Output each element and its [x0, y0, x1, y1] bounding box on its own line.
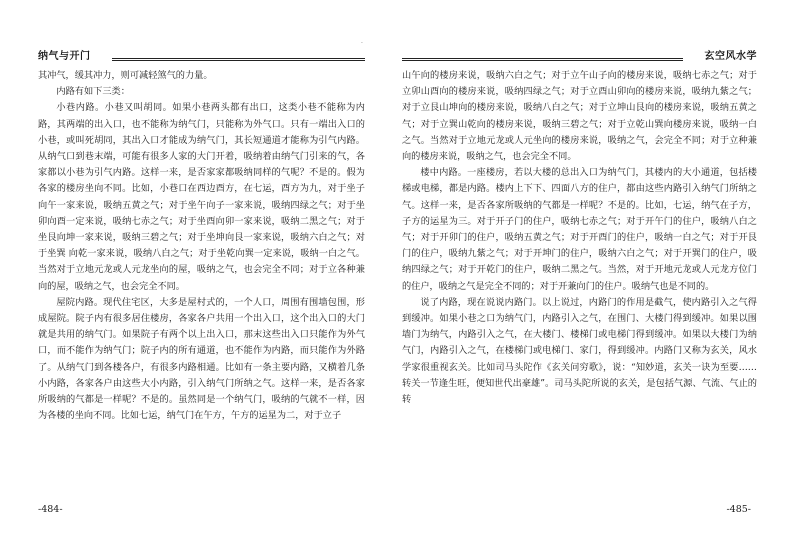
paragraph: 说了内路，现在说说内路门。以上说过，内路门的作用是截气，使内路引入之气得到缓冲。如果小巷之口为纳气门，内路引入之气，在围门、大楼门得到缓冲。如果以围墙门为纳气，内路引入之气，在大楼门、楼梯门或电梯门得到缓冲。如果以大楼门为纳气门，内路引入之气，在楼梯门或电梯门、家门，得到缓冲。内路门又称为玄关，风水学家很重视玄关。比如司马头陀作《玄关问穷歌》，说：“知妙道，玄关一诀为至要……转关一节逢生旺，便知世代出豪雄”。司马头陀所说的玄关，是包括气源、气流、气止的转	[402, 296, 757, 406]
left-page-header	[30, 47, 365, 63]
paragraph: 内路有如下三类：	[56, 86, 130, 98]
right-page-number: -485-	[726, 504, 751, 515]
right-body-text	[402, 68, 757, 408]
left-page	[30, 0, 365, 560]
left-page-number: -484-	[38, 504, 63, 515]
paragraph: 其冲气，缓其冲力，则可减轻煞气的力量。	[38, 70, 213, 81]
scan-speck: ·	[361, 40, 363, 47]
right-header-title: 玄空风水学	[704, 51, 757, 62]
right-page-header	[402, 47, 757, 63]
left-body-text	[38, 68, 365, 424]
paragraph: 屋院内路。现代住宅区，大多是屋村式的，一个人口，周围有围墙包围，形成屋院。院子内有很多居住楼房，各家各户共用一个出入口，这个出入口的大门就是共用的纳气门。如果院子有两个以上出入口，那末这些出入口只能作为外气口，而不能作为纳气门；院子内的所有通道，也不能作为内路，而只能作为外路了。从纳气门到各楼各户，有很多内路相通。比如有一条主要内路，又横着几条小内路，各家各户由这些大小内路，引入纳气门所纳之气。这样一来，是否各家所吸纳的气都是一样呢？不是的。虽然同是一个纳气门，吸纳的气就不一样，因为各楼的坐向不同。比如七运，纳气门在午方，午方的运星为二，对于立子	[38, 296, 365, 422]
right-header-rule	[402, 58, 683, 61]
left-header-title: 纳气与开门	[38, 51, 91, 62]
paragraph: 山午向的楼房来说，吸纳六白之气；对于立午山子向的楼房来说，吸纳七赤之气；对于立卯山酉向的楼房来说，吸纳四绿之气；对于立酉山卯向的楼房来说，吸纳九紫之气；对于立艮山坤向的楼房来说，吸纳八白之气；对于立坤山艮向的楼房来说，吸纳五黄之气；对于立巽山乾向的楼房来说，吸纳三碧之气；对于立乾山巽向楼房来说，吸纳一白之气。当然对于立地元龙或人元坐向的楼房来说，吸纳之气，会完全不同；对于立种兼向的楼房来说，吸纳之气，也会完全不同。	[402, 70, 757, 163]
paragraph: 楼中内路。一座楼房，若以大楼的总出入口为纳气门，其楼内的大小通道，包括楼梯或电梯，都是内路。楼内上下下、四面八方的住户，都由这些内路引入纳气门所纳之气。这样一来，是否各家所吸纳的气都是一样呢？不是的。比如，七运，纳气在子方，子方的运星为三。对于开子门的住户，吸纳七赤之气；对于开午门的住户，吸纳八白之气；对于开卯门的住户，吸纳五黄之气；对于开酉门的住户，吸纳一白之气；对于开艮门的住户，吸纳九紫之气；对于开坤门的住户，吸纳六白之气；对于开巽门的住户，吸纳四绿之气；对于开乾门的住户，吸纳二黑之气。当然，对于开地元龙或人元龙方位门的住户，吸纳之气是完全不同的；对于开兼向门的住户。吸纳气也是不同的。	[402, 167, 757, 292]
right-page	[402, 0, 757, 560]
left-header-rule	[112, 58, 365, 61]
paragraph: 小巷内路。小巷又叫胡同。如果小巷两头都有出口，这类小巷不能称为内路，其两端的出入口，也不能称为纳气门，只能称为外气口。只有一端出入口的小巷，或叫死胡同，其出入口才能成为纳气门，其长短通道才能称为引气内路。从纳气口到巷末端，可能有很多人家的大门开着，吸纳着由纳气门引来的气，各家都以小巷为引气内路。这样一来，是否家家都吸纳同样的气呢？不是的。假为各家的楼房坐向不同。比如，小巷口在西边酉方，在七运，酉方为九，对于坐子向午一家来说，吸纳五黄之气；对于坐午向子一家来说，吸纳四绿之气；对于坐卯向酉一定来说，吸纳七赤之气；对于坐酉向卯一家来说，吸纳二黑之气；对于坐艮向坤一家来说，吸纳三碧之气；对于坐坤向艮一家来说，吸纳六白之气；对于坐巽 向乾一家来说，吸纳八白之气；对于坐乾向巽一定来说，吸纳一白之气。当然对于立地元龙或人元龙坐向的屋，吸纳之气，也会完全不同；对于立各种兼向的屋，吸纳之气，也会完全不同。	[38, 102, 365, 292]
